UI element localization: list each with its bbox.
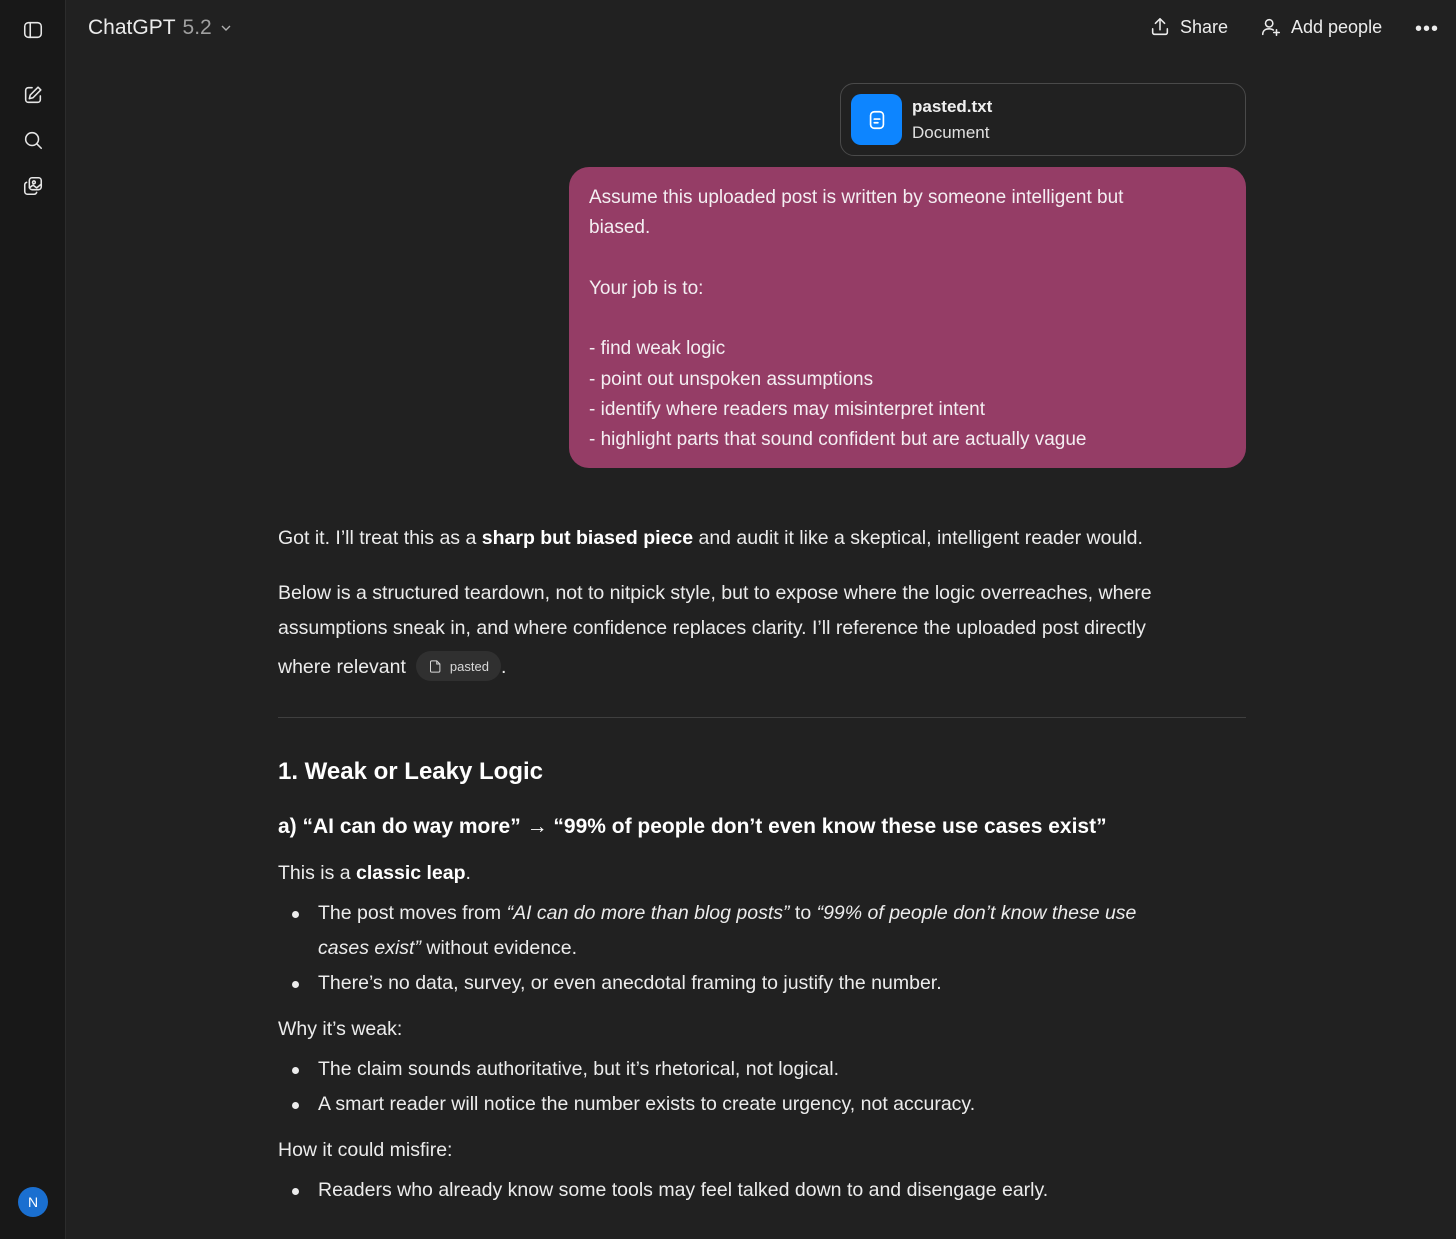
b1-end: without evidence.: [420, 937, 578, 959]
p1-bold: sharp but biased piece: [481, 527, 694, 549]
search-chats-button[interactable]: [13, 120, 53, 160]
sidebar-toggle-icon: [22, 19, 44, 41]
misfire-label: How it could misfire:: [278, 1139, 453, 1161]
share-icon: [1149, 16, 1171, 38]
intro-bold: classic leap: [356, 862, 466, 884]
p2-line3-text: where relevant: [278, 656, 406, 679]
divider: [278, 717, 1246, 718]
more-options-button[interactable]: •••: [1415, 18, 1440, 40]
b1-mid: to: [789, 902, 817, 924]
model-name: ChatGPT: [88, 16, 176, 39]
b1-quote-1: “AI can do more than blog posts”: [506, 902, 790, 924]
paragraph-2-line-2: assumptions sneak in, and where confidence replaces clarity. I’ll reference the uploaded post directly: [278, 617, 1146, 639]
edit-icon: [22, 84, 44, 106]
top-bar: [66, 0, 1456, 62]
intro-text: This is a: [278, 862, 357, 884]
file-name: pasted.txt: [912, 96, 993, 116]
file-meta: [912, 97, 992, 143]
bullet-3: The claim sounds authoritative, but it’s rhetorical, not logical.: [318, 1058, 839, 1080]
paragraph-1: [278, 527, 1143, 550]
user-avatar[interactable]: N: [18, 1187, 48, 1217]
share-label: Share: [1180, 16, 1229, 37]
document-icon: [866, 109, 888, 131]
model-version: 5.2: [182, 16, 212, 39]
section-heading: 1. Weak or Leaky Logic: [278, 758, 543, 785]
images-icon: [22, 175, 44, 197]
user-message-bubble: [569, 167, 1246, 468]
bullet-1-line-2: [318, 937, 577, 960]
bullet-dot: [292, 981, 299, 988]
add-person-icon: [1260, 16, 1282, 38]
b1-quote-2-cont: cases exist”: [318, 937, 421, 959]
toggle-sidebar-button[interactable]: [13, 10, 53, 50]
intro-line: [278, 862, 471, 885]
intro-end: .: [465, 862, 471, 884]
bullet-5: Readers who already know some tools may feel talked down to and disengage early.: [318, 1179, 1049, 1201]
b1-text: The post moves from: [318, 902, 507, 924]
library-button[interactable]: [13, 166, 53, 206]
file-icon-box: [851, 94, 902, 145]
bullet-1-line-1: [318, 902, 1136, 925]
p1-text-end: and audit it like a skeptical, intelligent reader would.: [693, 527, 1143, 549]
attachment-card[interactable]: [840, 83, 1246, 156]
add-people-label: Add people: [1291, 16, 1383, 37]
why-label: Why it’s weak:: [278, 1018, 403, 1040]
citation-label: pasted: [449, 658, 489, 674]
p1-text: Got it. I’ll treat this as a: [278, 527, 482, 549]
bullet-dot: [292, 1067, 299, 1074]
b1-quote-2: “99% of people don’t know these use: [816, 902, 1137, 924]
bullet-dot: [292, 1188, 299, 1195]
paragraph-2-line-3: [278, 653, 506, 683]
file-icon: [428, 659, 443, 674]
add-people-button[interactable]: [1260, 16, 1382, 38]
file-type: Document: [912, 122, 990, 142]
p2-end: .: [500, 656, 507, 679]
citation-chip[interactable]: [416, 651, 501, 681]
bullet-4: A smart reader will notice the number exists to create urgency, not accuracy.: [318, 1093, 976, 1115]
search-icon: [22, 129, 44, 151]
paragraph-2-line-1: Below is a structured teardown, not to nitpick style, but to expose where the logic overreaches, where: [278, 582, 1152, 604]
share-button[interactable]: [1149, 16, 1228, 38]
model-selector[interactable]: [88, 16, 234, 40]
bullet-dot: [292, 1102, 299, 1109]
bullet-dot: [292, 911, 299, 918]
user-message-text: Assume this uploaded post is written by someone intelligent but biased. Your job is to: - find weak logic - point out unspoken assumptions - identify where readers may misinterpret intent - highlight parts that sound confident but are actually vague: [589, 187, 1124, 451]
new-chat-button[interactable]: [13, 75, 53, 115]
chevron-down-icon: [218, 20, 234, 36]
sidebar-rail: [0, 0, 66, 1239]
sub-heading: a) “AI can do way more” → “99% of people don’t even know these use cases exist”: [278, 815, 1107, 838]
bullet-2: There’s no data, survey, or even anecdotal framing to justify the number.: [318, 972, 942, 994]
